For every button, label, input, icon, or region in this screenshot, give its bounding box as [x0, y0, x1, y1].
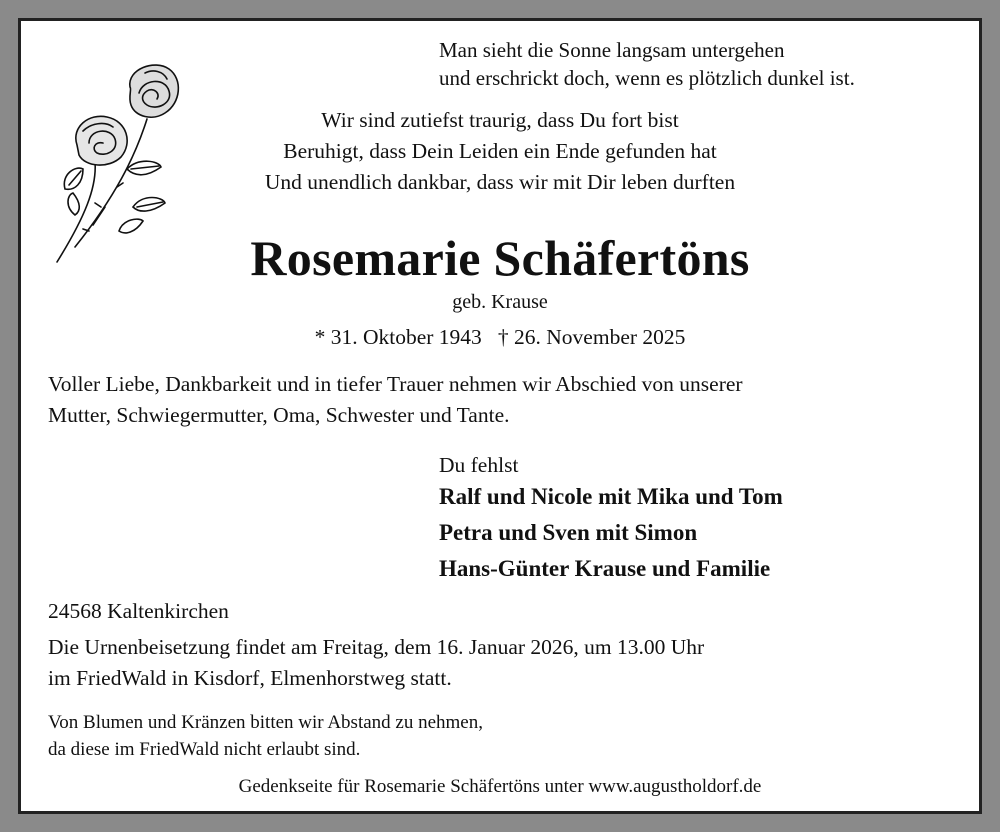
flowers-line-1: Von Blumen und Kränzen bitten wir Abstand zu nehmen,: [48, 712, 483, 733]
flowers-line-2: da diese im FriedWald nicht erlaubt sind.: [48, 739, 361, 760]
poem-line-2: Beruhigt, dass Dein Leiden ein Ende gefunden hat: [283, 139, 717, 163]
mourners-intro: Du fehlst: [439, 453, 519, 477]
life-dates: * 31. Oktober 1943 † 26. November 2025: [314, 325, 686, 349]
location: 24568 Kaltenkirchen: [48, 599, 229, 623]
poem-line-3: Und unendlich dankbar, dass wir mit Dir leben durften: [264, 170, 736, 194]
message-line-1: Voller Liebe, Dankbarkeit und in tiefer Trauer nehmen wir Abschied von unserer: [48, 372, 743, 396]
quote-line-1: Man sieht die Sonne langsam untergehen: [439, 38, 785, 62]
family-line-2: Petra und Sven mit Simon: [439, 520, 698, 545]
message-line-2: Mutter, Schwiegermutter, Oma, Schwester und Tante.: [48, 403, 510, 427]
burial-line-1: Die Urnenbeisetzung findet am Freitag, dem 16. Januar 2026, um 13.00 Uhr: [48, 635, 705, 659]
deceased-name: Rosemarie Schäfertöns: [250, 230, 750, 286]
poem-line-1: Wir sind zutiefst traurig, dass Du fort bist: [321, 108, 679, 132]
obituary-card: [18, 18, 982, 814]
memorial-page-note: Gedenkseite für Rosemarie Schäfertöns unter www.augustholdorf.de: [238, 776, 762, 797]
family-line-1: Ralf und Nicole mit Mika und Tom: [439, 484, 783, 509]
burial-line-2: im FriedWald in Kisdorf, Elmenhorstweg statt.: [48, 666, 452, 690]
maiden-name: geb. Krause: [452, 291, 548, 313]
quote-line-2: und erschrickt doch, wenn es plötzlich dunkel ist.: [439, 66, 855, 90]
family-line-3: Hans-Günter Krause und Familie: [439, 556, 771, 581]
